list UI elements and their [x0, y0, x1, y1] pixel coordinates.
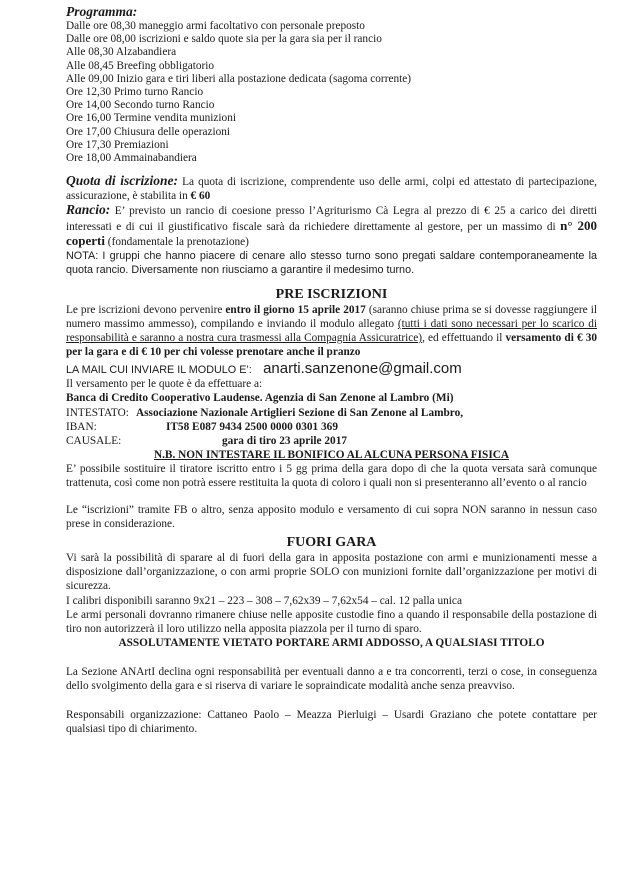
iban-line — [66, 420, 597, 434]
schedule-item: Ore 17,30 Premiazioni — [66, 138, 169, 151]
mail-label: LA MAIL CUI INVIARE IL MODULO E’: — [66, 364, 252, 377]
intestato-value: Associazione Nazionale Artiglieri Sezione di San Zenone al Lambro, — [136, 406, 464, 419]
pre-underlined-note: (tutti i dati sono necessari per lo scarico di responsabilità e saranno a nostra cura trasmessi alla Compagnia Assicuratrice) — [66, 317, 597, 345]
schedule-item: Dalle ore 08,00 iscrizioni e saldo quote sia per la gara sia per il rancio — [66, 33, 382, 46]
fuori-gara-heading: FUORI GARA — [286, 535, 377, 551]
fuori-gara-paragraph: Vi sarà la possibilità di sparare al di fuori della gara in apposita postazione con armi e munizionamenti messe a disposizione dall’organizzazione, o con armi proprie SOLO con munizioni fornite dall’organizzazione per motivi di sicurezza. — [66, 552, 597, 593]
pre-versamento: versamento di € 30 per la gara e di € 10 per chi volesse prenotare anche il pranzo — [66, 332, 598, 359]
quota-label: Quota di iscrizione: — [66, 173, 179, 189]
responsabili-paragraph: Responsabili organizzazione: Cattaneo Paolo – Meazza Pierluigi – Usardi Graziano che potete contattare per qualsiasi tipo di chiarimento. — [66, 709, 597, 736]
nb-warning: N.B. NON INTESTARE IL BONIFICO AL ALCUNA PERSONA FISICA — [153, 448, 510, 461]
schedule-item: Ore 12,30 Primo turno Rancio — [66, 86, 204, 99]
versamento-intro: Il versamento per le quote è da effettuare a: — [66, 378, 263, 391]
responsabilita-paragraph: La Sezione ANArtI declina ogni responsabilità per eventuali danno a e tra concorrenti, terzi o cose, in conseguenza dello svolgimento della gara e si riserva di variare le sopraindicate modalità anche senza preavviso. — [66, 665, 597, 693]
bank-name: Banca di Credito Cooperativo Laudense. Agenzia di San Zenone al Lambro (Mi) — [66, 392, 454, 405]
vietato-warning: ASSOLUTAMENTE VIETATO PORTARE ARMI ADDOSSO, A QUALSIASI TITOLO — [118, 636, 545, 649]
schedule-item: Ore 18,00 Ammainabandiera — [66, 152, 197, 165]
schedule-item: Dalle ore 08,30 maneggio armi facoltativo con personale preposto — [66, 20, 365, 32]
pre-text-3: , ed effettuando il — [422, 332, 506, 345]
armi-personali-paragraph: Le armi personali dovranno rimanere chiuse nelle apposite custodie fino a quando il responsabile della postazione di tiro non autorizzerà il loro utilizzo nella apposita piazzola per il turno di sparo. — [66, 608, 597, 635]
email-address: anarti.sanzenone@gmail.com — [263, 360, 462, 378]
programma-title: Programma: — [66, 4, 138, 19]
schedule-item: Alle 08,30 Alzabandiera — [66, 46, 177, 59]
schedule-item: Ore 17,00 Chiusura delle operazioni — [66, 125, 231, 138]
rancio-text: E’ previsto un rancio di coesione presso l’Agriturismo Cà Legra al prezzo di € 25 a carico dei diretti interessati e di cui il giustificativo fiscale sarà da richiedere direttamente al gestore, per un massimo di — [66, 205, 597, 233]
nota-paragraph: NOTA: I gruppi che hanno piacere di cenare allo stesso turno sono pregati saldare contemporaneamente la quota rancio. Diversamente non riusciamo a garantire il medesimo turno. — [66, 249, 597, 276]
schedule-item: Ore 14,00 Secondo turno Rancio — [66, 99, 215, 112]
iban-value: IT58 E087 9434 2500 0000 0301 369 — [166, 420, 338, 433]
schedule-item: Alle 08,45 Breefing obbligatorio — [66, 59, 215, 72]
schedule-item: Ore 16,00 Termine vendita munizioni — [66, 112, 236, 125]
intestato-line — [66, 406, 597, 420]
quota-paragraph — [66, 174, 597, 203]
causale-line — [66, 434, 597, 448]
pre-text-2: (saranno chiuse prima se si dovesse raggiungere il numero massimo ammesso), compilando e inviando il modulo allegato — [66, 303, 597, 330]
iban-label: IBAN: — [66, 420, 97, 433]
schedule-item: Alle 09,00 Inizio gara e tiri liberi alla postazione dedicata (sagoma corrente) — [66, 72, 412, 85]
causale-label: CAUSALE: — [66, 434, 122, 447]
preiscrizioni-heading: PRE ISCRIZIONI — [275, 286, 388, 302]
rancio-suffix: (fondamentale la prenotazione) — [104, 235, 249, 248]
intestato-label: INTESTATO: — [66, 406, 129, 419]
causale-value: gara di tiro 23 aprile 2017 — [222, 434, 347, 447]
rancio-label: Rancio: — [66, 202, 111, 218]
mail-line — [66, 362, 597, 377]
fb-paragraph: Le “iscrizioni” tramite FB o altro, senza apposito modulo e versamento di cui sopra NON saranno in nessun caso prese in considerazione. — [66, 504, 597, 531]
pre-text-1: Le pre iscrizioni devono pervenire — [66, 303, 226, 316]
sostituire-paragraph: E’ possibile sostituire il tiratore iscritto entro i 5 gg prima della gara dopo di che la quota versata sarà comunque trattenuta, così come non potrà essere restituita la quota di coloro i quali non si presenteranno all’evento o al rancio — [66, 462, 597, 490]
quota-amount: € 60 — [190, 190, 211, 203]
pre-deadline: entro il giorno 15 aprile 2017 — [225, 303, 366, 316]
quota-text: La quota di iscrizione, comprendente uso delle armi, colpi ed attestato di partecipazione, assicurazione, è stabilita in — [66, 176, 597, 203]
rancio-paragraph — [66, 203, 597, 248]
programma-section — [66, 4, 597, 165]
calibri-line: I calibri disponibili saranno 9x21 – 223 – 308 – 7,62x39 – 7,62x54 – cal. 12 palla unica — [66, 594, 462, 607]
preiscrizioni-paragraph — [66, 303, 597, 359]
rancio-coperti: n° 200 coperti — [66, 217, 597, 248]
